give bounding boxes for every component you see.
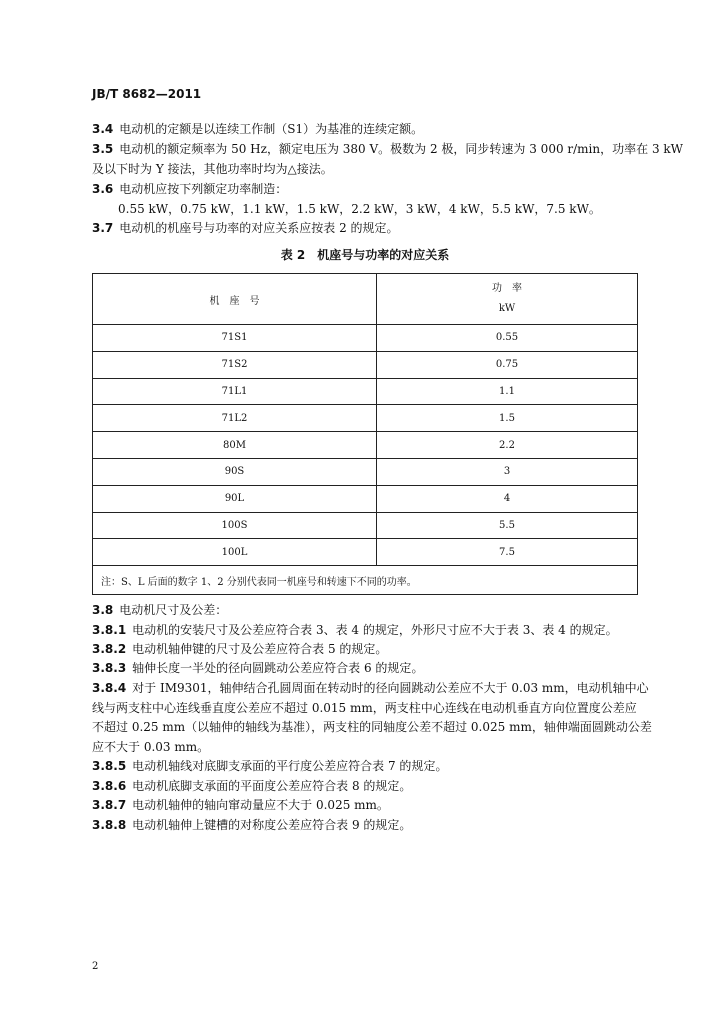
clause-3-8-5 (92, 758, 672, 774)
clause-text: 不超过 0.25 mm（以轴伸的轴线为基准），两支柱的同轴度公差不超过 0.025 mm，轴伸端面圆跳动公差 (92, 720, 652, 734)
table-row (93, 512, 638, 539)
clause-number: 3.8.1 (92, 623, 127, 637)
power-ratings-list (92, 201, 672, 217)
frame-cell: 100S (93, 512, 377, 539)
frame-cell: 71S2 (93, 351, 377, 378)
page-number: 2 (92, 961, 99, 972)
clause-3-8-4-continued (92, 700, 672, 716)
clause-text: 0.55 kW，0.75 kW，1.1 kW，1.5 kW，2.2 kW，3 kW，4 kW，5.5 kW，7.5 kW。 (118, 202, 601, 216)
clause-number: 3.8 (92, 603, 114, 617)
frame-cell: 90L (93, 485, 377, 512)
power-cell: 7.5 (377, 539, 638, 566)
frame-cell: 90S (93, 458, 377, 485)
clause-number: 3.8.7 (92, 798, 127, 812)
power-cell: 4 (377, 485, 638, 512)
clause-number: 3.8.6 (92, 779, 127, 793)
clause-number: 3.6 (92, 182, 114, 196)
clause-text: 电动机应按下列额定功率制造： (119, 182, 288, 196)
table-row (93, 405, 638, 432)
clause-3-6 (92, 181, 672, 197)
table-note-row (93, 566, 638, 595)
clause-number: 3.8.3 (92, 661, 127, 675)
clause-text: 线与两支柱中心连线垂直度公差应不超过 0.015 mm，两支柱中心连线在电动机垂直方向位置度公差应 (92, 701, 637, 715)
clause-3-4 (92, 121, 672, 137)
clause-text: 电动机轴伸上键槽的对称度公差应符合表 9 的规定。 (132, 818, 412, 832)
clause-text: 电动机轴伸键的尺寸及公差应符合表 5 的规定。 (132, 642, 388, 656)
table-row (93, 458, 638, 485)
clause-number: 3.5 (92, 142, 114, 156)
clause-text: 轴伸长度一半处的径向圆跳动公差应符合表 6 的规定。 (132, 661, 424, 675)
frame-power-table (92, 273, 638, 595)
table-header-row (93, 274, 638, 325)
clause-text: 电动机的额定频率为 50 Hz，额定电压为 380 V。极数为 2 极，同步转速为 3 000 r/min，功率在 3 kW (119, 142, 683, 156)
clause-text: 及以下时为 Y 接法，其他功率时均为△接法。 (92, 162, 333, 176)
clause-number: 3.4 (92, 122, 114, 136)
clause-text: 电动机的安装尺寸及公差应符合表 3、表 4 的规定，外形尺寸应不大于表 3、表 4 的规定。 (132, 623, 618, 637)
table-row (93, 432, 638, 459)
clause-text: 电动机底脚支承面的平面度公差应符合表 8 的规定。 (132, 779, 412, 793)
frame-cell: 71S1 (93, 325, 377, 352)
clause-number: 3.7 (92, 221, 114, 235)
clause-3-8-2 (92, 641, 672, 657)
power-cell: 1.5 (377, 405, 638, 432)
clause-number: 3.8.4 (92, 681, 127, 695)
power-cell: 5.5 (377, 512, 638, 539)
clause-3-8-6 (92, 778, 672, 794)
clause-3-7 (92, 220, 672, 236)
header-power-unit: kW (498, 303, 516, 314)
clause-text: 电动机的机座号与功率的对应关系应按表 2 的规定。 (119, 221, 399, 235)
clause-3-8-4-continued (92, 739, 672, 755)
document-header: JB/T 8682—2011 (92, 87, 202, 101)
power-cell: 0.75 (377, 351, 638, 378)
table-title: 表 2 机座号与功率的对应关系 (280, 248, 450, 262)
clause-3-8-1 (92, 622, 672, 638)
power-cell: 3 (377, 458, 638, 485)
header-frame-number: 机 座 号 (93, 274, 377, 325)
clause-text: 电动机轴线对底脚支承面的平行度公差应符合表 7 的规定。 (132, 759, 448, 773)
table-row (93, 485, 638, 512)
clause-number: 3.8.5 (92, 759, 127, 773)
clause-3-8-8 (92, 817, 672, 833)
table-row (93, 539, 638, 566)
table-row (93, 325, 638, 352)
clause-text: 电动机尺寸及公差： (119, 603, 228, 617)
table-row (93, 378, 638, 405)
clause-text: 应不大于 0.03 mm。 (92, 740, 210, 754)
clause-3-8 (92, 602, 672, 618)
clause-3-8-4-continued (92, 719, 672, 735)
frame-cell: 71L1 (93, 378, 377, 405)
clause-text: 对于 IM9301，轴伸结合孔圆周面在转动时的径向圆跳动公差应不大于 0.03 mm，电动机轴中心 (132, 681, 649, 695)
clause-3-8-4 (92, 680, 672, 696)
clause-3-8-3 (92, 660, 672, 676)
clause-number: 3.8.8 (92, 818, 127, 832)
power-cell: 0.55 (377, 325, 638, 352)
power-cell: 2.2 (377, 432, 638, 459)
power-cell: 1.1 (377, 378, 638, 405)
table-note: 注：S、L 后面的数字 1、2 分别代表同一机座号和转速下不同的功率。 (93, 566, 638, 595)
frame-cell: 100L (93, 539, 377, 566)
header-power-label: 功 率 (492, 283, 522, 294)
clause-text: 电动机轴伸的轴向窜动量应不大于 0.025 mm。 (132, 798, 389, 812)
clause-text: 电动机的定额是以连续工作制（S1）为基准的连续定额。 (119, 122, 424, 136)
frame-cell: 71L2 (93, 405, 377, 432)
clause-number: 3.8.2 (92, 642, 127, 656)
header-power (377, 274, 638, 325)
clause-3-8-7 (92, 797, 672, 813)
table-row (93, 351, 638, 378)
frame-cell: 80M (93, 432, 377, 459)
clause-3-5 (92, 141, 683, 157)
clause-3-5-continued (92, 161, 672, 177)
